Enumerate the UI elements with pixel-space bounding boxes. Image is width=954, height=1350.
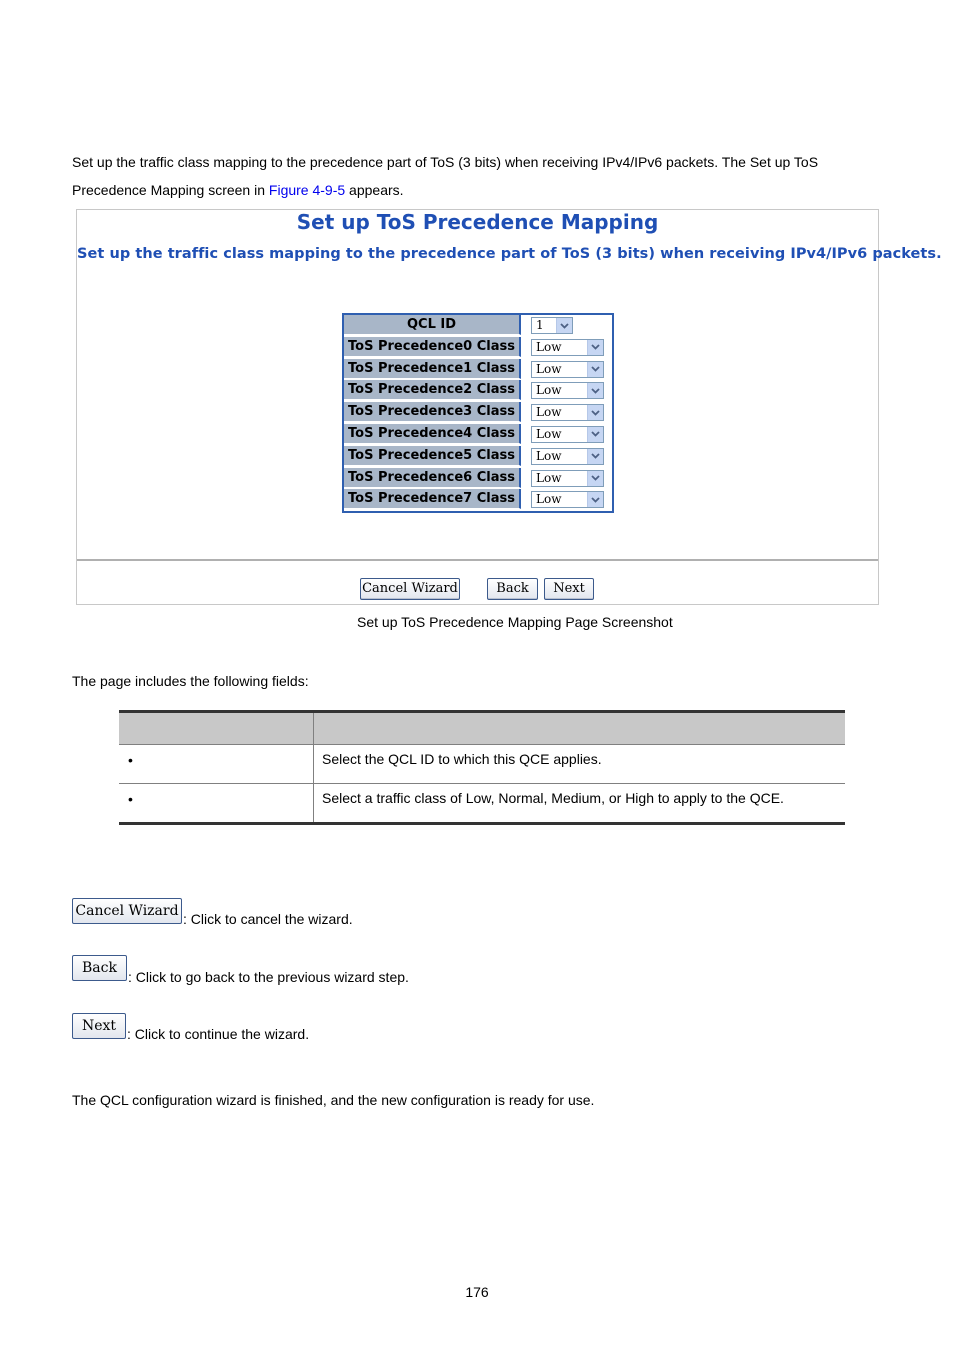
precedence-class-value: Low	[536, 426, 562, 441]
closing-text: The QCL configuration wizard is finished, and the new configuration is ready for use.	[72, 1092, 595, 1108]
precedence-class-value: Low	[536, 470, 562, 485]
back-button[interactable]: Back	[487, 578, 538, 600]
table-header	[119, 713, 845, 744]
chevron-down-icon[interactable]	[587, 383, 603, 398]
precedence-label: ToS Precedence3 Class	[344, 402, 521, 422]
precedence-row	[344, 402, 612, 424]
precedence-class-select[interactable]	[531, 382, 604, 399]
chevron-down-icon[interactable]	[556, 318, 572, 333]
separator	[77, 559, 878, 561]
intro-text-end: appears.	[345, 182, 404, 198]
precedence-class-select[interactable]	[531, 491, 604, 508]
cancel-wizard-help: : Click to cancel the wizard.	[183, 911, 353, 927]
precedence-row	[344, 424, 612, 446]
fields-intro: The page includes the following fields:	[72, 673, 309, 689]
precedence-class-select[interactable]	[531, 339, 604, 356]
table-column-rule	[313, 713, 314, 824]
next-button-sample[interactable]: Next	[72, 1013, 126, 1039]
qcl-id-value: 1	[536, 318, 544, 332]
chevron-down-icon[interactable]	[587, 492, 603, 507]
chevron-down-icon[interactable]	[587, 449, 603, 464]
table-row-2-description: Select a traffic class of Low, Normal, Medium, or High to apply to the QCE.	[322, 790, 784, 806]
precedence-label: ToS Precedence4 Class	[344, 424, 521, 444]
figure-caption: Set up ToS Precedence Mapping Page Screenshot	[357, 614, 673, 630]
precedence-class-select[interactable]	[531, 361, 604, 378]
table-row-1-bullet: •	[128, 752, 133, 768]
chevron-down-icon[interactable]	[587, 405, 603, 420]
table-row-rule	[119, 783, 845, 784]
precedence-class-value: Low	[536, 361, 562, 376]
screenshot-frame	[76, 209, 942, 605]
cancel-wizard-button[interactable]: Cancel Wizard	[360, 578, 460, 600]
cancel-wizard-button-sample[interactable]: Cancel Wizard	[72, 898, 182, 924]
precedence-row	[344, 337, 612, 359]
precedence-label: ToS Precedence0 Class	[344, 337, 521, 357]
next-help: : Click to continue the wizard.	[127, 1026, 310, 1042]
back-help: : Click to go back to the previous wizard step.	[128, 969, 409, 985]
page-number: 176	[465, 1284, 489, 1300]
precedence-class-value: Low	[536, 448, 562, 463]
precedence-label: ToS Precedence2 Class	[344, 380, 521, 400]
screenshot-subtitle: Set up the traffic class mapping to the precedence part of ToS (3 bits) when receiving IPv4/IPv6 packets.	[77, 246, 942, 262]
intro-line-1: Set up the traffic class mapping to the precedence part of ToS (3 bits) when receiving IPv4/IPv6 packets. The Set up ToS	[72, 154, 819, 170]
intro-line-2	[72, 176, 892, 204]
precedence-row	[344, 359, 612, 381]
table-header-rule	[119, 744, 845, 745]
precedence-row	[344, 380, 612, 402]
precedence-class-value: Low	[536, 405, 562, 420]
precedence-row	[344, 446, 612, 468]
table-row-2-bullet: •	[128, 791, 133, 807]
precedence-class-select[interactable]	[531, 470, 604, 487]
precedence-label: ToS Precedence6 Class	[344, 468, 521, 488]
qcl-id-select[interactable]	[531, 317, 573, 334]
next-button[interactable]: Next	[544, 578, 594, 600]
chevron-down-icon[interactable]	[587, 362, 603, 377]
precedence-label: ToS Precedence1 Class	[344, 359, 521, 379]
chevron-down-icon[interactable]	[587, 340, 603, 355]
back-button-sample[interactable]: Back	[72, 955, 127, 981]
intro-text: Precedence Mapping screen in	[72, 182, 269, 198]
precedence-label: ToS Precedence7 Class	[344, 489, 521, 509]
mapping-table	[342, 313, 614, 513]
precedence-label: ToS Precedence5 Class	[344, 446, 521, 466]
precedence-class-value: Low	[536, 492, 562, 507]
chevron-down-icon[interactable]	[587, 427, 603, 442]
precedence-class-value: Low	[536, 383, 562, 398]
precedence-class-select[interactable]	[531, 404, 604, 421]
table-row-1-description: Select the QCL ID to which this QCE applies.	[322, 751, 602, 767]
qcl-id-label: QCL ID	[344, 315, 521, 335]
precedence-class-select[interactable]	[531, 426, 604, 443]
intro-paragraph	[72, 148, 892, 204]
screenshot-title: Set up ToS Precedence Mapping	[296, 210, 659, 234]
precedence-class-value: Low	[536, 339, 562, 354]
precedence-row	[344, 489, 612, 511]
chevron-down-icon[interactable]	[587, 471, 603, 486]
precedence-row	[344, 468, 612, 490]
qcl-id-row	[344, 315, 612, 337]
figure-link[interactable]: Figure 4-9-5	[268, 182, 346, 198]
table-bottom-rule	[119, 822, 845, 825]
precedence-class-select[interactable]	[531, 448, 604, 465]
